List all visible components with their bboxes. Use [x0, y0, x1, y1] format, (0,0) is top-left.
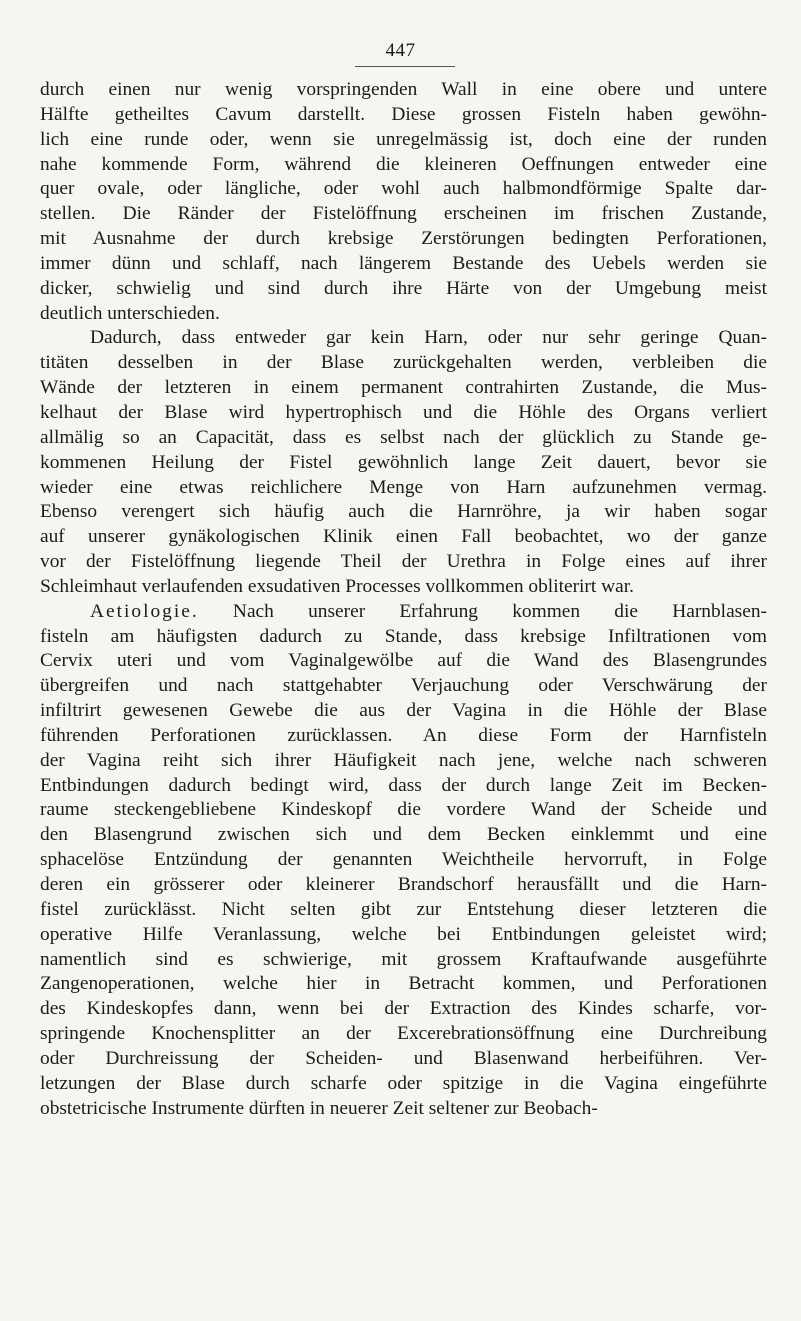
- text-line: fistel zurücklässt. Nicht selten gibt zur Entstehung dieser letzteren die: [40, 898, 767, 920]
- text-line: deutlich unterschieden.: [40, 302, 220, 324]
- text-line: letzungen der Blase durch scharfe oder spitzige in die Vagina eingeführte: [40, 1072, 767, 1094]
- text-line: namentlich sind es schwierige, mit grossem Kraftaufwande ausgeführte: [40, 948, 767, 970]
- text-line: operative Hilfe Veranlassung, welche bei Entbindungen geleistet wird;: [40, 923, 767, 945]
- text-line: nahe kommende Form, während die kleineren Oeffnungen entweder eine: [40, 153, 767, 175]
- text-line: dicker, schwielig und sind durch ihre Härte von der Umgebung meist: [40, 277, 767, 299]
- text-line: allmälig so an Capacität, dass es selbst nach der glücklich zu Stande ge-: [40, 426, 767, 448]
- text-line: des Kindeskopfes dann, wenn bei der Extraction des Kindes scharfe, vor-: [40, 998, 767, 1020]
- text-line: wieder eine etwas reichlichere Menge von Harn aufzunehmen vermag.: [40, 476, 767, 498]
- paragraph: [40, 326, 767, 599]
- text-line: auf unserer gynäkologischen Klinik einen Fall beobachtet, wo der ganze: [40, 526, 767, 548]
- body-text: [40, 78, 767, 1121]
- text-line: Hälfte getheiltes Cavum darstellt. Diese grossen Fisteln haben gewöhn-: [40, 103, 767, 125]
- text-line: kommenen Heilung der Fistel gewöhnlich lange Zeit dauert, bevor sie: [40, 451, 767, 473]
- text-line: oder Durchreissung der Scheiden- und Blasenwand herbeiführen. Ver-: [40, 1047, 767, 1069]
- paragraph: [40, 78, 767, 326]
- text-line: Cervix uteri und vom Vaginalgewölbe auf die Wand des Blasengrundes: [40, 650, 767, 672]
- text-line: Dadurch, dass entweder gar kein Harn, oder nur sehr geringe Quan-: [90, 327, 767, 349]
- text-line: Wände der letzteren in einem permanent contrahirten Zustande, die Mus-: [40, 377, 767, 399]
- text-line: Entbindungen dadurch bedingt wird, dass der durch lange Zeit im Becken-: [40, 774, 767, 796]
- text-line: fisteln am häufigsten dadurch zu Stande, dass krebsige Infiltrationen vom: [40, 625, 767, 647]
- text-fragment: Nach unserer Erfahrung kommen die Harnblasen-: [198, 600, 767, 622]
- text-line: vor der Fistelöffnung liegende Theil der Urethra in Folge eines auf ihrer: [40, 551, 767, 573]
- text-line: deren ein grösserer oder kleinerer Brandschorf herausfällt und die Harn-: [40, 874, 767, 895]
- header-rule: [355, 66, 455, 67]
- text-line: sphacelöse Entzündung der genannten Weichtheile hervorruft, in Folge: [40, 849, 767, 871]
- text-line: stellen. Die Ränder der Fistelöffnung erscheinen im frischen Zustande,: [40, 203, 767, 225]
- text-line: lich eine runde oder, wenn sie unregelmässig ist, doch eine der runden: [40, 128, 767, 150]
- text-line: Schleimhaut verlaufenden exsudativen Processes vollkommen obliterirt war.: [40, 575, 634, 597]
- text-line: titäten desselben in der Blase zurückgehalten werden, verbleiben die: [40, 352, 767, 374]
- text-line: infiltrirt gewesenen Gewebe die aus der Vagina in die Höhle der Blase: [40, 700, 767, 722]
- text-line: immer dünn und schlaff, nach längerem Bestande des Uebels werden sie: [40, 252, 767, 274]
- text-line: führenden Perforationen zurücklassen. An diese Form der Harnfisteln: [40, 724, 767, 746]
- section-heading: Aetiologie.: [90, 600, 199, 622]
- text-line: mit Ausnahme der durch krebsige Zerstörungen bedingten Perforationen,: [40, 228, 767, 250]
- text-line: den Blasengrund zwischen sich und dem Becken einklemmt und eine: [40, 824, 767, 846]
- text-line: Zangenoperationen, welche hier in Betracht kommen, und Perforationen: [40, 973, 767, 995]
- text-line: obstetricische Instrumente dürften in neuerer Zeit seltener zur Beobach-: [40, 1097, 598, 1119]
- text-line: der Vagina reiht sich ihrer Häufigkeit nach jene, welche nach schweren: [40, 749, 767, 771]
- text-line: kelhaut der Blase wird hypertrophisch und die Höhle des Organs verliert: [40, 401, 767, 423]
- text-line: raume steckengebliebene Kindeskopf die vordere Wand der Scheide und: [40, 799, 767, 821]
- text-line: springende Knochensplitter an der Excerebrationsöffnung eine Durchreibung: [40, 1023, 767, 1045]
- text-line: Ebenso verengert sich häufig auch die Harnröhre, ja wir haben sogar: [40, 501, 767, 523]
- text-line: durch einen nur wenig vorspringenden Wall in eine obere und untere: [40, 79, 767, 100]
- page-number: 447: [385, 40, 416, 61]
- text-line: [40, 600, 767, 625]
- paragraph: [40, 600, 767, 1122]
- text-line: übergreifen und nach stattgehabter Verjauchung oder Verschwärung der: [40, 675, 767, 697]
- text-line: quer ovale, oder längliche, oder wohl auch halbmondförmige Spalte dar-: [40, 178, 767, 200]
